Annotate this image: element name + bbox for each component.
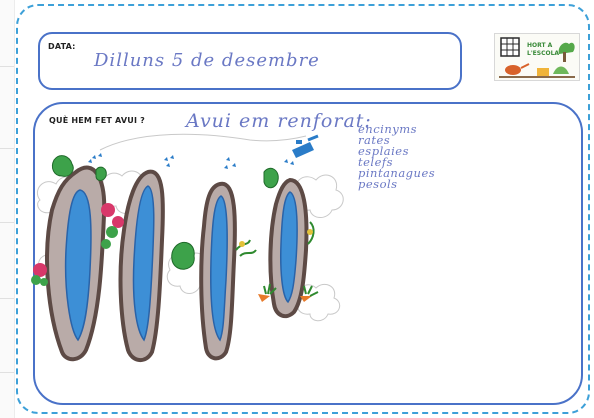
watering-can-icon [292,136,318,158]
garden-bed [270,180,306,316]
list-item: rates [358,133,391,147]
activity-heading: Avui em renforat: [186,110,372,132]
list-item: pintanagues [358,166,436,180]
list-item: telefs [358,155,394,169]
list-item: encinyms [358,122,418,136]
logo-text-1: HORT A [527,42,553,49]
garden-bed [47,168,104,360]
date-value: Dilluns 5 de desembre [94,50,320,71]
list-item: pesols [358,177,398,191]
garden-bed [121,172,163,360]
water-drops [88,153,294,169]
pencil-arc [100,134,306,150]
logo-text-2: L'ESCOLA [527,50,560,57]
question-label: QUÈ HEM FET AVUI ? [49,116,145,125]
date-label: DATA: [48,42,76,51]
garden-bed [201,184,235,359]
list-item: esplaies [358,144,409,158]
